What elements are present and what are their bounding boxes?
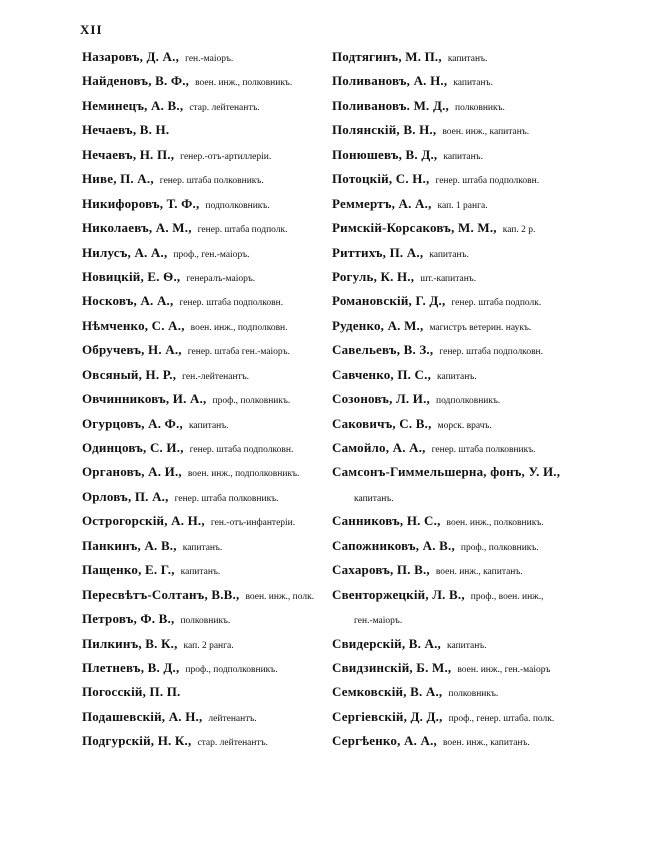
list-entry	[332, 268, 592, 292]
entry-name: Пересвѣтъ-Солтанъ, В.В.,	[82, 586, 240, 602]
entry-name: Назаровъ, Д. А.,	[82, 49, 180, 64]
entry-note: генералъ-маіоръ.	[186, 273, 256, 284]
entry-name: Понюшевъ, В. Д.,	[332, 146, 438, 162]
list-entry	[332, 366, 592, 390]
entry-name: Петровъ, Ф. В.,	[82, 611, 175, 627]
entry-note: ген.-отъ-инфантеріи.	[210, 518, 296, 529]
entry-name: Пилкинъ, В. К.,	[82, 635, 178, 651]
list-entry	[332, 561, 592, 585]
entry-note: капитанъ.	[188, 420, 229, 431]
entry-note: кап. 1 ранга.	[437, 200, 488, 211]
entry-name: Подгурскій, Н. К.,	[82, 733, 192, 749]
list-entry	[82, 732, 327, 756]
entry-note: воен. инж., капитанъ.	[435, 567, 523, 578]
entry-note: генер. штаба подполковн.	[435, 176, 540, 187]
entry-note: генер. штаба подполковн.	[179, 298, 284, 309]
list-entry	[332, 463, 592, 487]
entry-name: Реммертъ, А. А.,	[332, 195, 432, 211]
entry-note: проф., подполковникъ.	[185, 664, 278, 675]
list-entry	[82, 72, 327, 96]
list-entry	[82, 635, 327, 659]
entry-note: ген.-маіоръ.	[185, 54, 234, 64]
entry-continuation	[332, 610, 592, 634]
entry-note: шт.-капитанъ.	[420, 273, 477, 284]
entry-name: Сахаровъ, П. В.,	[332, 562, 430, 578]
entry-name: Риттихъ, П. А.,	[332, 244, 424, 260]
list-entry	[82, 415, 327, 439]
entry-name: Панкинъ, А. В.,	[82, 537, 177, 553]
entry-name: Поливановъ. М. Д.,	[332, 97, 450, 113]
entry-note: генер. штаба полковникъ.	[159, 176, 264, 187]
list-entry	[332, 659, 592, 683]
entry-note: морск. врачъ.	[437, 420, 492, 431]
entry-note: воен. инж., капитанъ.	[443, 738, 530, 749]
entry-name: Созоновъ, Л. И.,	[332, 391, 430, 407]
entry-note: воен. инж., полк.	[245, 591, 315, 602]
entry-note: воен. инж., полковникъ.	[446, 518, 544, 529]
entry-note: ген.-маіоръ.	[354, 616, 403, 627]
list-entry	[332, 683, 592, 707]
list-entry	[82, 366, 327, 390]
entry-name: Носковъ, А. А.,	[82, 293, 174, 309]
entry-note: воен. инж., ген.-маіоръ	[457, 664, 551, 675]
list-entry	[82, 244, 327, 268]
entry-name: Поливановъ, А. Н.,	[332, 73, 448, 89]
list-entry	[332, 732, 592, 756]
list-entry	[332, 146, 592, 170]
list-entry	[82, 683, 327, 707]
entry-note: капитанъ.	[447, 54, 488, 64]
entry-note: кап. 2 р.	[502, 225, 536, 236]
entry-name: Нечаевъ, В. Н.	[82, 122, 170, 138]
list-entry	[82, 97, 327, 121]
entry-note: проф., полковникъ.	[212, 396, 291, 407]
entry-name: Орловъ, П. А.,	[82, 488, 169, 504]
entry-name: Руденко, А. М.,	[332, 317, 424, 333]
list-entry	[82, 219, 327, 243]
entry-note: капитанъ.	[437, 371, 477, 382]
entry-name: Плетневъ, В. Д.,	[82, 659, 180, 675]
entry-name: Нѣмченко, С. А.,	[82, 317, 185, 333]
entry-name: Самойло, А. А.,	[332, 440, 426, 455]
list-entry	[82, 146, 327, 170]
entry-name: Ниве, П. А.,	[82, 171, 154, 187]
list-entry	[332, 48, 592, 72]
list-entry	[332, 292, 592, 316]
entry-name: Савельевъ, В. З.,	[332, 342, 434, 358]
list-entry	[82, 537, 327, 561]
entry-name: Сапожниковъ, А. В.,	[332, 537, 455, 553]
list-entry	[82, 341, 327, 365]
list-entry	[332, 537, 592, 561]
list-entry	[82, 170, 327, 194]
entry-note: проф., воен. инж.,	[470, 591, 544, 602]
list-entry	[332, 415, 592, 439]
entry-name: Сергіевскій, Д. Д.,	[332, 708, 443, 724]
entry-note: генер. штаба полковникъ.	[174, 493, 279, 504]
entry-name: Самсонъ-Гиммельшерна, фонъ, У. И.,	[332, 464, 561, 480]
entry-name: Полянскій, В. Н.,	[332, 122, 437, 138]
entry-note: магистръ ветерин. наукъ.	[429, 322, 532, 333]
list-entry	[82, 561, 327, 585]
entry-name: Неминецъ, А. В.,	[82, 97, 184, 113]
entry-note: стар. лейтенантъ.	[197, 738, 268, 749]
list-entry	[82, 463, 327, 487]
list-entry	[332, 512, 592, 536]
entry-name: Одинцовъ, С. И.,	[82, 440, 184, 455]
entry-name: Обручевъ, Н. А.,	[82, 342, 182, 358]
entry-name: Романовскій, Г. Д.,	[332, 293, 446, 309]
list-entry	[332, 317, 592, 341]
list-entry	[82, 48, 327, 72]
entry-note: стар. лейтенантъ.	[189, 102, 260, 113]
list-entry	[332, 341, 592, 365]
list-entry	[332, 97, 592, 121]
list-entry	[332, 439, 592, 463]
right-column	[332, 48, 592, 757]
entry-note: полковникъ.	[180, 616, 231, 627]
list-entry	[82, 488, 327, 512]
entry-name: Пащенко, Е. Г.,	[82, 562, 175, 578]
list-entry	[82, 292, 327, 316]
entry-note: капитанъ.	[180, 567, 221, 578]
entry-note: генер. штаба подполковн.	[189, 445, 294, 455]
entry-note: генер. штаба подполк.	[451, 298, 542, 309]
entry-note: капитанъ.	[429, 249, 469, 260]
list-entry	[82, 268, 327, 292]
entry-note: капитанъ.	[447, 640, 487, 651]
entry-note: полковникъ.	[455, 102, 505, 113]
entry-note: кап. 2 ранга.	[183, 640, 234, 651]
entry-note: воен. инж., подполковн.	[190, 322, 288, 333]
page-number: XII	[80, 22, 103, 37]
entry-name: Савченко, П. С.,	[332, 366, 432, 382]
list-entry	[82, 659, 327, 683]
left-column	[82, 48, 327, 757]
list-entry	[332, 708, 592, 732]
entry-name: Потоцкій, С. Н.,	[332, 171, 430, 187]
entry-name: Погосскій, П. П.	[82, 684, 181, 700]
entry-name: Найденовъ, В. Ф.,	[82, 73, 190, 89]
list-entry	[82, 708, 327, 732]
list-entry	[332, 219, 592, 243]
entry-note: капитанъ.	[354, 493, 394, 504]
entry-name: Римскій-Корсаковъ, М. М.,	[332, 220, 497, 236]
entry-name: Подашевскій, А. Н.,	[82, 708, 203, 724]
entry-name: Овчинниковъ, И. А.,	[82, 391, 207, 407]
entry-name: Нилусъ, А. А.,	[82, 244, 168, 260]
entry-name: Семковскій, В. А.,	[332, 684, 443, 700]
entry-note: лейтенантъ.	[208, 713, 257, 724]
list-entry	[332, 635, 592, 659]
entry-name: Николаевъ, А. М.,	[82, 220, 192, 236]
entry-note: проф., ген.-маіоръ.	[173, 249, 250, 260]
list-entry	[332, 244, 592, 268]
entry-note: полковникъ.	[448, 689, 499, 700]
entry-note: ген.-лейтенантъ.	[182, 371, 249, 382]
entry-name: Нечаевъ, Н. П.,	[82, 146, 175, 162]
list-entry	[82, 317, 327, 341]
list-entry	[82, 610, 327, 634]
entry-note: капитанъ.	[453, 78, 493, 89]
entry-name: Свенторжецкій, Л. В.,	[332, 586, 465, 602]
entry-note: генер.-отъ-артиллеріи.	[180, 151, 272, 162]
entry-continuation	[332, 488, 592, 512]
list-entry	[82, 390, 327, 414]
entry-note: генер. штаба подполковн.	[439, 347, 544, 358]
list-entry	[332, 170, 592, 194]
entry-name: Никифоровъ, Т. Ф.,	[82, 195, 200, 211]
list-entry	[332, 195, 592, 219]
entry-note: проф., генер. штаба. полк.	[448, 713, 555, 724]
entry-note: капитанъ.	[443, 151, 483, 162]
list-entry	[82, 121, 327, 145]
entry-name: Свидерскій, В. А.,	[332, 635, 441, 651]
entry-note: воен. инж., подполковникъ.	[187, 469, 300, 480]
list-entry	[82, 512, 327, 536]
list-entry	[332, 72, 592, 96]
entry-name: Рогуль, К. Н.,	[332, 268, 415, 284]
entry-name: Новицкій, Е. Ѳ.,	[82, 268, 181, 284]
entry-name: Овсяный, Н. Р.,	[82, 366, 177, 382]
entry-note: генер. штаба ген.-маіоръ.	[187, 347, 290, 358]
entry-note: генер. штаба подполк.	[197, 225, 288, 236]
entry-note: подполковникъ.	[205, 200, 270, 211]
entry-name: Сергѣенко, А. А.,	[332, 733, 438, 749]
entry-name: Свидзинскій, Б. М.,	[332, 659, 452, 675]
entry-note: генер. штаба полковникъ.	[431, 445, 536, 455]
list-entry	[82, 439, 327, 463]
entry-note: проф., полковникъ.	[460, 542, 539, 553]
entry-name: Подтягинъ, М. П.,	[332, 49, 442, 64]
entry-name: Санниковъ, Н. С.,	[332, 513, 441, 529]
entry-name: Острогорскій, А. Н.,	[82, 513, 205, 529]
entry-name: Огурцовъ, А. Ф.,	[82, 415, 183, 431]
list-entry	[332, 586, 592, 610]
list-entry	[82, 586, 327, 610]
entry-name: Саковичъ, С. В.,	[332, 415, 432, 431]
entry-note: воен. инж., полковникъ.	[195, 78, 293, 89]
list-entry	[332, 121, 592, 145]
entry-note: капитанъ.	[182, 542, 223, 553]
entry-note: подполковникъ.	[435, 396, 501, 407]
entry-note: воен. инж., капитанъ.	[442, 127, 530, 138]
entry-name: Органовъ, А. И.,	[82, 464, 182, 480]
list-entry	[82, 195, 327, 219]
list-entry	[332, 390, 592, 414]
